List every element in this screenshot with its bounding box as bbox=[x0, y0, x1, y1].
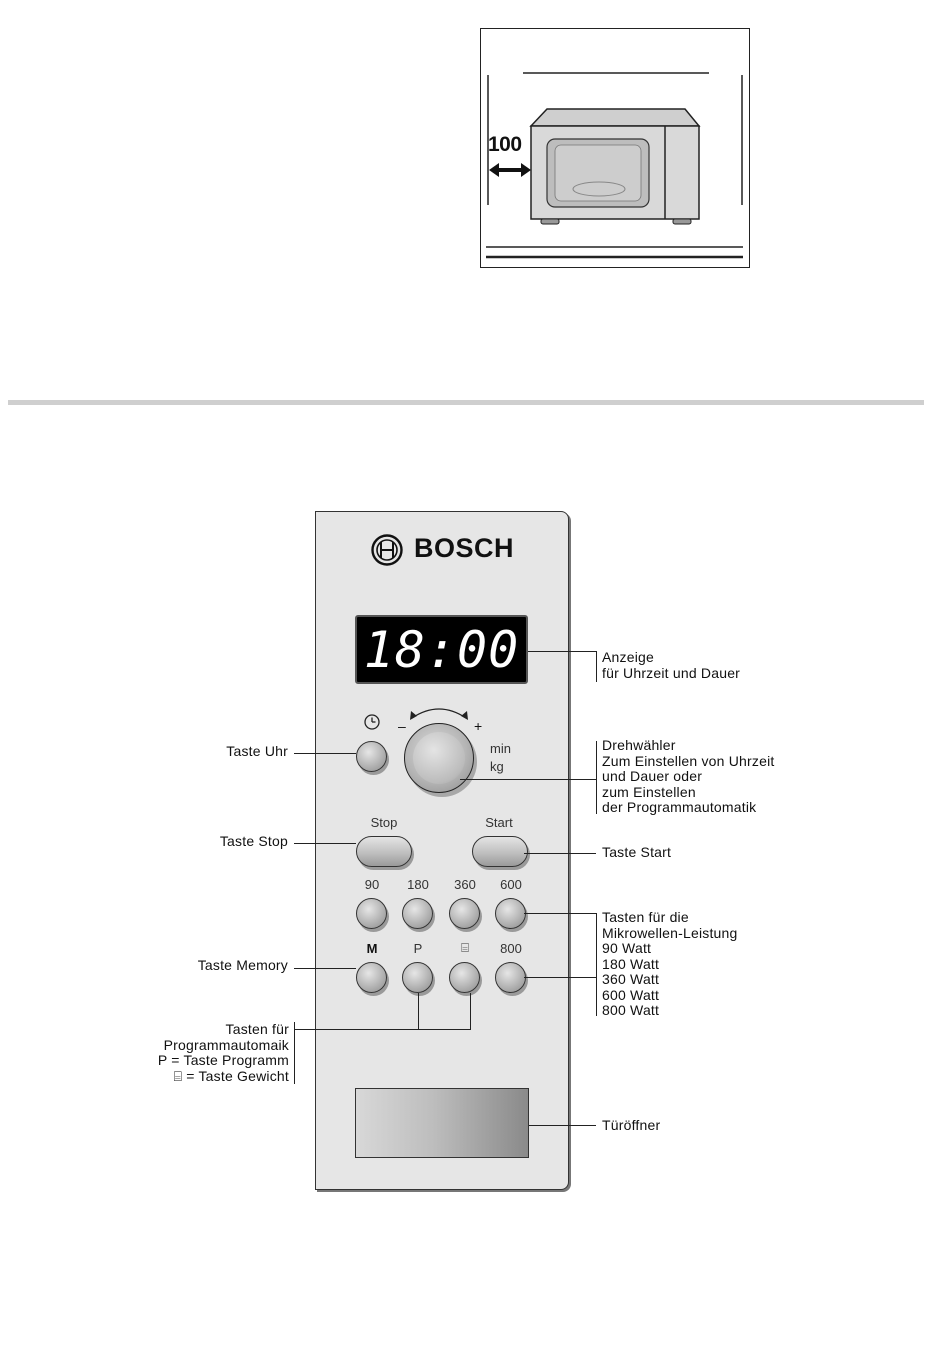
callout-drehwaehler-line-1: Drehwähler bbox=[602, 737, 676, 753]
leader-stop bbox=[294, 843, 356, 844]
section-divider bbox=[8, 400, 924, 405]
power-360-label: 360 bbox=[454, 877, 476, 892]
program-label: P bbox=[413, 941, 423, 956]
door-opener-button[interactable] bbox=[355, 1088, 529, 1158]
callout-anzeige-line-2: für Uhrzeit und Dauer bbox=[602, 664, 741, 681]
callout-anzeige bbox=[602, 650, 740, 681]
callout-taste-uhr: Taste Uhr bbox=[226, 743, 288, 759]
leader-drehwaehler bbox=[460, 779, 596, 780]
leader-program-horizontal bbox=[294, 1029, 471, 1030]
leader-uhr bbox=[294, 753, 356, 754]
leader-program-bracket bbox=[294, 1022, 295, 1084]
power-90-label: 90 bbox=[364, 877, 380, 892]
memory-label: M bbox=[366, 941, 378, 956]
leader-program-down bbox=[418, 993, 419, 1030]
callout-mikrowelle-line-3: 90 Watt bbox=[602, 940, 652, 956]
knob-plus-label: + bbox=[474, 718, 483, 734]
program-button[interactable] bbox=[402, 962, 433, 993]
knob-unit-min: min bbox=[490, 741, 511, 756]
leader-mikrowelle-bracket bbox=[596, 913, 597, 1016]
clock-icon bbox=[363, 713, 381, 731]
leader-power-600 bbox=[524, 913, 596, 914]
power-800-button[interactable] bbox=[495, 962, 526, 993]
power-180-label: 180 bbox=[407, 877, 429, 892]
rotate-arrows-icon bbox=[404, 702, 474, 722]
leader-tueroeffner bbox=[529, 1125, 596, 1126]
callout-drehwaehler bbox=[602, 738, 775, 816]
leader-power-800 bbox=[524, 977, 596, 978]
leader-start bbox=[524, 853, 596, 854]
installation-figure bbox=[480, 28, 750, 268]
clearance-value: 100 bbox=[488, 133, 522, 156]
start-label: Start bbox=[485, 815, 513, 830]
knob-unit-kg: kg bbox=[490, 759, 504, 774]
callout-anzeige-line-1: Anzeige bbox=[602, 649, 654, 665]
bosch-logo-icon bbox=[370, 533, 404, 567]
stop-button[interactable] bbox=[356, 836, 412, 867]
leader-memory bbox=[294, 968, 356, 969]
callout-taste-memory: Taste Memory bbox=[197, 957, 288, 973]
brand-name: BOSCH bbox=[414, 533, 515, 563]
callout-mikrowelle-line-7: 800 Watt bbox=[602, 1002, 660, 1018]
callout-mikrowelle-line-1: Tasten für die bbox=[602, 909, 689, 925]
clock-button[interactable] bbox=[356, 741, 387, 772]
callout-drehwaehler-line-4: zum Einstellen bbox=[602, 783, 696, 800]
weight-button[interactable] bbox=[449, 962, 480, 993]
power-600-button[interactable] bbox=[495, 898, 526, 929]
time-display bbox=[355, 615, 528, 684]
callout-mikrowelle-line-5: 360 Watt bbox=[602, 971, 660, 987]
stop-label: Stop bbox=[370, 815, 398, 830]
callout-drehwaehler-line-2: Zum Einstellen von Uhrzeit bbox=[602, 752, 775, 769]
leader-anzeige-bracket bbox=[596, 651, 597, 682]
microwave-icon bbox=[531, 109, 699, 224]
power-360-button[interactable] bbox=[449, 898, 480, 929]
callout-taste-stop: Taste Stop bbox=[219, 833, 288, 849]
display-time: 18:00 bbox=[363, 621, 520, 679]
double-arrow-icon bbox=[489, 163, 531, 177]
callout-program-line-1: Tasten für bbox=[225, 1021, 289, 1037]
callout-tueroeffner: Türöffner bbox=[602, 1117, 661, 1133]
power-90-button[interactable] bbox=[356, 898, 387, 929]
rotary-knob[interactable] bbox=[404, 723, 474, 793]
callout-drehwaehler-line-5: der Programmautomatik bbox=[602, 799, 757, 815]
leader-drehwaehler-bracket bbox=[596, 741, 597, 814]
leader-weight-down bbox=[470, 993, 471, 1030]
weight-label: ⌸ bbox=[461, 940, 469, 955]
callout-programmautomatik bbox=[158, 1022, 289, 1084]
callout-mikrowelle-line-4: 180 Watt bbox=[602, 955, 660, 972]
knob-face bbox=[413, 732, 465, 784]
memory-button[interactable] bbox=[356, 962, 387, 993]
callout-mikrowelle-line-2: Mikrowellen-Leistung bbox=[602, 924, 738, 941]
callout-mikrowelle bbox=[602, 910, 738, 1019]
power-600-label: 600 bbox=[500, 877, 522, 892]
start-button[interactable] bbox=[472, 836, 528, 867]
callout-mikrowelle-line-6: 600 Watt bbox=[602, 986, 660, 1003]
knob-minus-label: – bbox=[398, 718, 406, 734]
watt800-label: 800 bbox=[500, 941, 522, 956]
callout-program-line-3: P = Taste Programm bbox=[157, 1052, 289, 1068]
callout-taste-start: Taste Start bbox=[602, 844, 672, 860]
callout-drehwaehler-line-3: und Dauer oder bbox=[602, 768, 703, 784]
callout-program-line-4: ⌸ = Taste Gewicht bbox=[173, 1067, 289, 1084]
leader-anzeige bbox=[528, 651, 596, 652]
callout-program-line-2: Programmautomaik bbox=[163, 1036, 289, 1053]
power-180-button[interactable] bbox=[402, 898, 433, 929]
